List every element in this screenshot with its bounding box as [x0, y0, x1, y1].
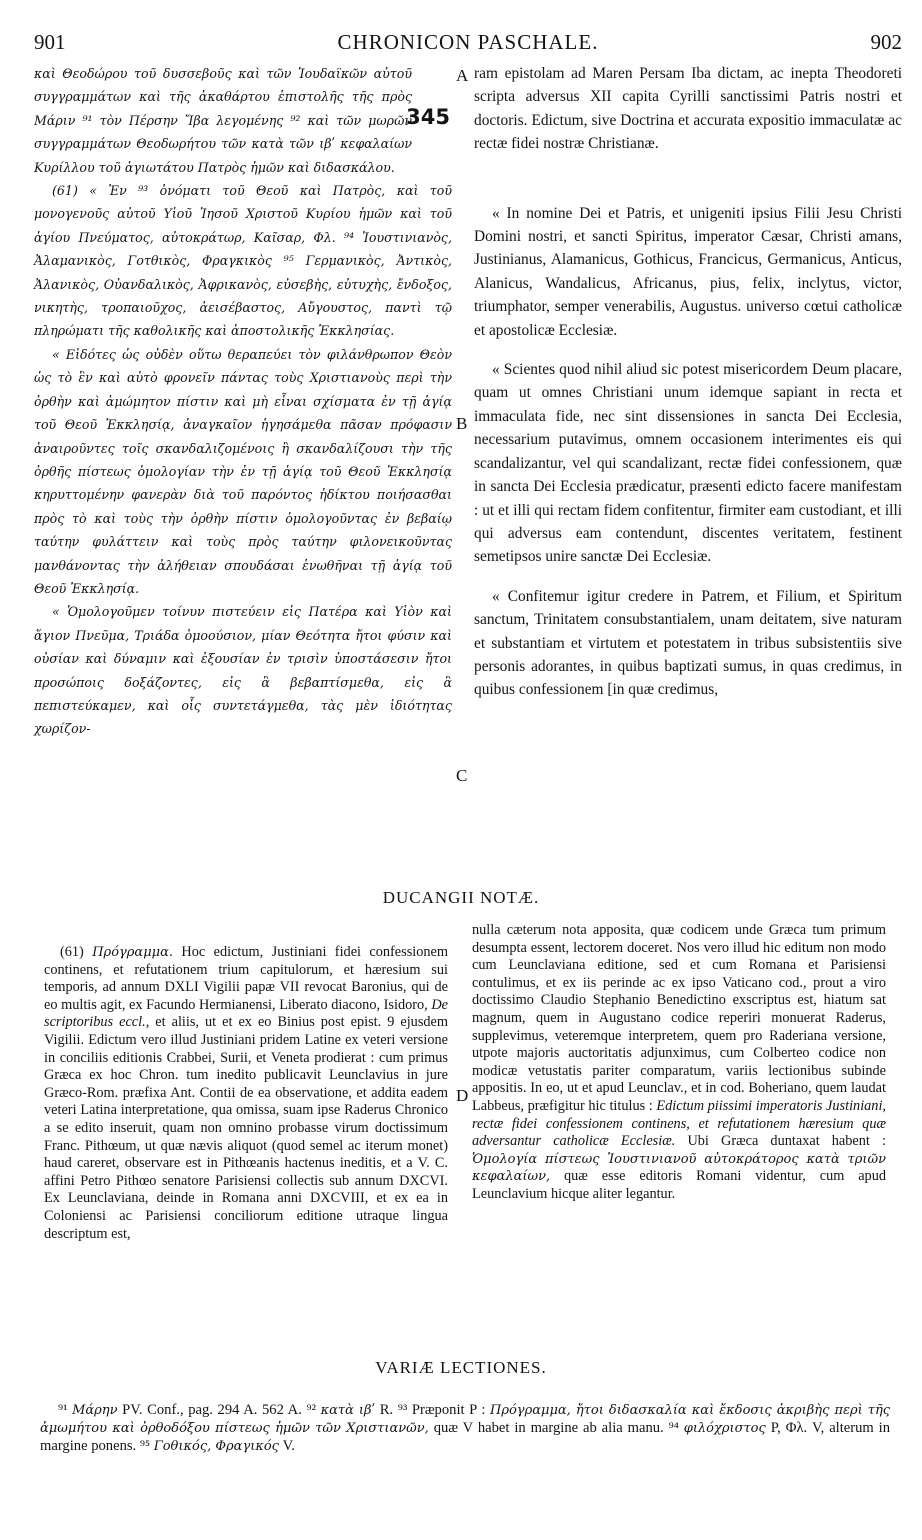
- note-number: (61): [60, 944, 84, 960]
- running-header: [34, 30, 902, 60]
- note-text-a: Hoc edictum, Justiniani fidei confessionem continens, et refutationem trium capitulorum, et hæresium sui temporis, ad annum DXLI Vigilii papæ VII revocat Baronius, qui de eo multis agit, ex Facundo Hermianensi, Liberato diacono, Isidoro,: [44, 944, 449, 1013]
- varia-text-94: P, Φλ. V, alterum in margine ponens.: [40, 1419, 891, 1454]
- latin-paragraph-0: ram epistolam ad Maren Persam Iba dictam, ac inepta Theodoreti scripta adversus XII capita Cyrilli sanctissimi Patris nostri et doctoris. Edictum, sive Doctrina et accurata expositio immaculatæ ac rectæ fidei nostræ Christianæ.: [474, 65, 902, 153]
- margin-marker-d: D: [456, 1086, 469, 1105]
- margin-marker-c: C: [456, 766, 468, 785]
- notes-title: DUCANGII NOTÆ.: [382, 888, 540, 907]
- note-right-italic: Edictum piissimi imperatoris Justiniani, rectæ fidei confessionem continens, et refutationem hæresium quæ adversantur catholicæ Ecclesiæ.: [472, 1097, 887, 1150]
- greek-paragraph-2: « Εἰδότες ὡς οὐδὲν οὕτω θεραπεύει τὸν φιλάνθρωπον Θεὸν ὡς τὸ ἓν καὶ αὐτὸ φρονεῖν πάντας τοὺς Χριστιανοὺς περὶ τὴν ὀρθὴν καὶ ἀμώμητον πίστιν καὶ μὴ εἶναι σχίσματα ἐν τῇ ἁγίᾳ τοῦ Θεοῦ Ἐκκλησίᾳ, ἀναγκαῖον ἡγησάμεθα πᾶσαν πρόφασιν ἀναιροῦντες τοῖς σκανδαλιζομένοις ἢ σκανδαλίζουσι τὴν τῆς ὀρθῆς πίστεως ὁμολογίαν τὴν ἐν τῇ ἁγίᾳ τοῦ Θεοῦ Ἐκκλησίᾳ κηρυττομένην φανερὰν διὰ τοῦ παρόντος ἠδίκτου ποιήσασθαι πρὸς τὸ καὶ τοὺς τὴν ὀρθὴν πίστιν ὁμολογοῦντας ἐν βεβαίῳ ταύτην φυλάττειν καὶ τοὺς πρὸς ταύτην φιλονεικοῦντας μανθάνοντας τὴν ἀλήθειαν σπουδάσαι ἑνωθῆναι τῇ ἁγίᾳ τοῦ Θεοῦ Ἐκκλησίᾳ.: [34, 346, 452, 596]
- edition-page-number: 345: [406, 105, 450, 129]
- page-number-left: 901: [34, 30, 66, 54]
- varia-greek-93: Πρόγραμμα, ἤτοι διδασκαλία καὶ ἔκδοσις ἀκριβὴς περὶ τῆς ἀμωμήτου καὶ ὀρθοδόξου πίστεως ἡμῶν τῶν Χριστιανῶν,: [40, 1403, 891, 1436]
- latin-paragraph-2: « Scientes quod nihil aliud sic potest misericordem Deum placare, quam ut omnes Christiani unum idemque sapiant in recta et immaculata fide, nec sint dissensiones in sancta Dei Ecclesia, necessarium putavimus, omnem occasionem interimentes eis qui scandalizantur, vel qui scandalizant, rectæ fidei confessionem, quæ in sancta Dei Ecclesia prædicatur, præsenti edicto facere manifestam : ut et illi qui rectam fidem confitentur, firmiter eam custodiant, et illi qui adversus eam contendunt, discentes veritatem, festinent semetipsos unire sanctæ Dei Ecclesiæ.: [474, 361, 902, 566]
- varia-text-93: Præponit P :: [411, 1402, 486, 1418]
- varia-greek-91: Μάρην: [72, 1403, 118, 1418]
- greek-paragraph-3: « Ὁμολογοῦμεν τοίνυν πιστεύειν εἰς Πατέρα καὶ Υἱὸν καὶ ἅγιον Πνεῦμα, Τριάδα ὁμοούσιον, μίαν Θεότητα ἤτοι φύσιν καὶ οὐσίαν καὶ δύναμιν καὶ ἐξουσίαν ἐν τρισὶν ὑποστάσεσιν ἤτοι προσώποις δοξάζοντες, εἰς ἃ βεβαπτίσμεθα, εἰς ἃ πεπιστεύκαμεν, καὶ οἷς συντετάγμεθα, τὰς μὲν ἰδιότητας χωρίζον-: [34, 604, 452, 737]
- note-right-text-c: quæ esse editoris Romani videntur, cum apud Leunclavium hicque aliter legantur.: [472, 1168, 886, 1202]
- varia-text-95: V.: [282, 1437, 295, 1454]
- latin-column: [474, 62, 902, 702]
- latin-paragraph-1: « In nomine Dei et Patris, et unigeniti ipsius Filii Jesu Christi Domini nostri, et sancti Spiritus, imperator Cæsar, Christi amans, Justinianus, Alamanicus, Gothicus, Francicus, Germanicus, Anticus, Alanicus, Wandalicus, Africanus, pius, felix, inclytus, victor, triumphator, semper venerabilis, Augustus. universo cœtui catholicæ et apostolicæ Ecclesiæ.: [474, 204, 902, 339]
- margin-marker-b: B: [456, 414, 468, 433]
- varia-ref-92: ⁹²: [306, 1402, 316, 1418]
- latin-paragraph-3: « Confitemur igitur credere in Patrem, et Filium, et Spiritum sanctum, Trinitatem consubstantialem, unam deitatem, sive naturam et substantiam et virtutem et potestatem in tribus subsistentiis sive personis adorantes, in quibus baptizati sumus, in quas credimus, in quibus confessionem [in quæ credimus,: [474, 587, 902, 699]
- greek-paragraph-1: (61) « Ἐν ⁹³ ὀνόματι τοῦ Θεοῦ καὶ Πατρὸς, καὶ τοῦ μονογενοῦς αὐτοῦ Υἱοῦ Ἰησοῦ Χριστοῦ Κυρίου ἡμῶν καὶ τοῦ ἁγίου Πνεύματος, αὐτοκράτωρ, Καῖσαρ, Φλ. ⁹⁴ Ἰουστινιανὸς, Ἀλαμανικὸς, Γοτθικὸς, Φραγκικὸς ⁹⁵ Γερμανικὸς, Ἀντικὸς, Ἀλανικὸς, Οὐανδαλικὸς, Ἀφρικανὸς, εὐσεβὴς, εὐτυχὴς, ἔνδοξος, νικητὴς, τροπαιοῦχος, ἀεισέβαστος, Αὔγουστος, παντὶ τῷ πληρώματι τῆς καθολικῆς καὶ ἀποστολικῆς Ἐκκλησίας.: [34, 183, 452, 339]
- greek-paragraph-0: καὶ Θεοδώρου τοῦ δυσσεβοῦς καὶ τῶν Ἰουδαϊκῶν αὐτοῦ συγγραμμάτων καὶ τῆς ἀκαθάρτου ἐπιστολῆς τῆς πρὸς Μάριν ⁹¹ τὸν Πέρσην Ἴβα λεγομένης ⁹² καὶ τῶν μωρῶν συγγραμμάτων Θεοδωρήτου τῶν κατὰ τῶν ιβʹ κεφαλαίων Κυρίλλου τοῦ ἁγιωτάτου Πατρὸς ἡμῶν καὶ διδασκάλου.: [34, 66, 412, 175]
- note-right-greek: Ὁμολογία πίστεως Ἰουστινιανοῦ αὐτοκράτορος κατὰ τριῶν κεφαλαίων,: [472, 1151, 886, 1185]
- varia-greek-95: Γοθικός, Φραγικός: [153, 1438, 279, 1454]
- running-title: CHRONICON PASCHALE.: [337, 30, 599, 54]
- variae-lectiones: [40, 1402, 890, 1455]
- page-number-right: 902: [870, 30, 902, 54]
- notes-right-column: [472, 922, 886, 1204]
- varia-text-93b: quæ V habet in margine ab alia manu.: [433, 1419, 664, 1436]
- note-term: Πρόγραμμα.: [92, 945, 174, 960]
- varia-greek-92: κατὰ ιβʹ: [320, 1403, 376, 1418]
- notes-left-column: [44, 944, 448, 1243]
- note-italic-title: De scriptoribus eccl.: [44, 996, 448, 1031]
- varia-title: VARIÆ LECTIONES.: [375, 1358, 547, 1377]
- note-right-text-a: nulla cæterum nota apposita, quæ codicem unde Græca tum primum desumpta essent, lectorem doceret. Nos vero illud hic editum non modo cum Leunclaviana editione, sed et cum Romana et Parisiensi contulimus, et ex iis perinde ac ex ipso Vaticano cod., prout a viro doctissimo Claudio Stephanio Benedictino exscriptus est, hiatum sat magnum, quem in Augustano codice reperiri monuerat Raderus, supplevimus, veteremque interpretem, quem pro Raderiana versione, utpote majoris auctoritatis adjunximus, cum Colberteo codice non modicæ vetustatis pariter comparatum, variis lectionibus subinde appositis. In eo, ut et apud Leunclav., et in cod. Boheriano, quem laudat Labbeus, præfigitur hic titulus :: [472, 922, 886, 1114]
- varia-text-92: R.: [379, 1402, 394, 1418]
- note-right-text-b: Ubi Græca duntaxat habent :: [687, 1133, 886, 1150]
- varia-greek-94: φιλόχριστος: [683, 1420, 766, 1436]
- varia-ref-94: ⁹⁴: [668, 1419, 679, 1436]
- varia-ref-91: ⁹¹: [58, 1402, 68, 1418]
- varia-text-91: PV. Conf., pag. 294 A. 562 A.: [122, 1402, 302, 1418]
- greek-column: [34, 62, 452, 741]
- note-text-b: , et aliis, ut et ex eo Binius post epist. 9 ejusdem Vigilii. Edictum vero illud Justiniani pridem Latine ex veteri versione in conciliis editionis Crabbei, Surii, et Veneta prodierat : cum primus Græca ex hoc Chron. tum inedito publicavit Leunclavius in jure Græco-Rom. præfixa Ant. Contii de ea observatione, et addita eadem veteri Latina interpretatione, qua omissa, suam ipse Raderus Chronico a se edito inseruit, quam non omnino probasse virum doctissimum Franc. Pithœum, ut quæ nævis aliquot (quod semel ac iterum monet) haud careret, observare est in Pithœanis hactenus ineditis, et a V. C. affini Petro Pithœo senatore Parisiensi collectis sub annum DXCVI. Ex Leunclaviana, deinde in Romana anni DXCVIII, et ex ea in Coloniensi ac Parisiensi conciliorum editione utraque lingua descriptum est,: [44, 1014, 448, 1242]
- margin-marker-a: A: [456, 66, 469, 85]
- varia-ref-95: ⁹⁵: [139, 1437, 151, 1454]
- varia-ref-93: ⁹³: [397, 1402, 408, 1418]
